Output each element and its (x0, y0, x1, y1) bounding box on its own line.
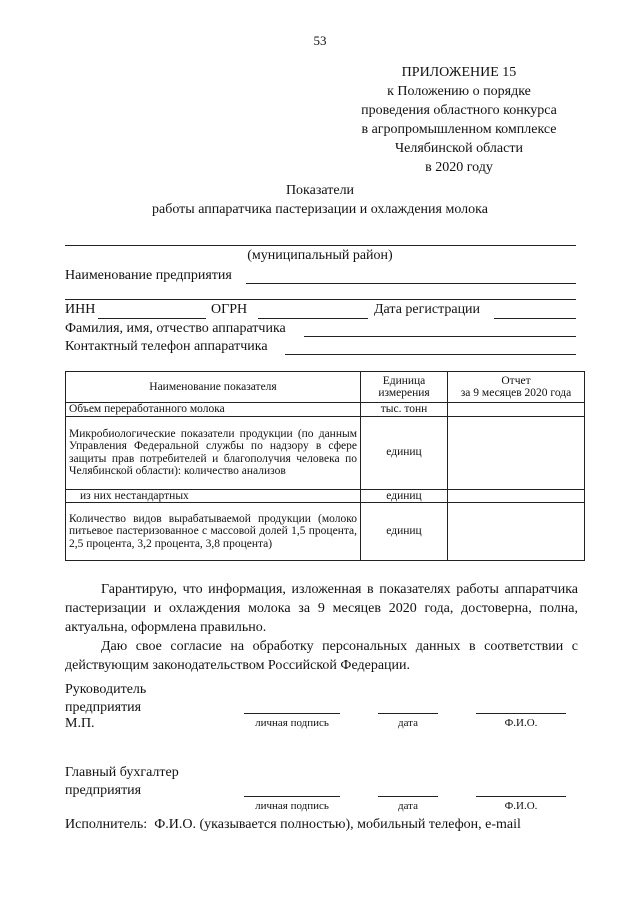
head-fio-field[interactable] (476, 713, 566, 714)
operator-phone-label: Контактный телефон аппаратчика (65, 339, 268, 354)
header-indicator-name: Наименование показателя (66, 372, 361, 403)
head-date-caption: дата (397, 717, 419, 729)
indicator-name: Микробиологические показатели продукции (по данным Управления Федеральной службы по надзору в сфере защиты прав потребителей и благополучия человека по Челябинской области): количество анализов (66, 416, 361, 489)
chief-fio-caption: Ф.И.О. (504, 800, 538, 812)
chief-signature-field[interactable] (244, 796, 340, 797)
header-unit-line1: Единица (382, 374, 426, 387)
table-row (66, 416, 585, 489)
appendix-line: проведения областного конкурса (361, 103, 557, 118)
appendix-header (336, 63, 582, 177)
head-label-line1: Руководитель (65, 682, 147, 697)
indicator-unit: тыс. тонн (361, 403, 448, 417)
guarantee-text: Гарантирую, что информация, изложенная в показателях работы аппаратчика пастеризации и охлаждения молока за 9 месяцев 2020 года, достоверна, полна, актуальна, оформлена правильно. (65, 582, 578, 635)
reg-date-label: Дата регистрации (374, 302, 481, 317)
document-subtitle: работы аппаратчика пастеризации и охлаждения молока (152, 202, 488, 217)
head-label-line2: предприятия (65, 700, 142, 715)
header-report-line2: за 9 месяцев 2020 года (460, 387, 572, 399)
head-fio-caption: Ф.И.О. (504, 717, 538, 729)
appendix-line: Челябинской области (395, 141, 523, 156)
table-row (66, 503, 585, 561)
inn-field[interactable] (98, 318, 206, 319)
chief-label-line2: предприятия (65, 783, 142, 798)
head-signature-caption: личная подпись (255, 717, 329, 729)
enterprise-field-line2[interactable] (65, 299, 576, 300)
appendix-line: в агропромышленном комплексе (361, 122, 557, 137)
enterprise-label: Наименование предприятия (65, 268, 232, 283)
executor-line: Исполнитель: Ф.И.О. (указывается полностью), мобильный телефон, e-mail (65, 817, 521, 832)
enterprise-field[interactable] (246, 283, 576, 284)
indicators-table (65, 371, 585, 561)
document-title: Показатели (285, 183, 355, 198)
indicator-unit: единиц (361, 416, 448, 489)
chief-date-field[interactable] (378, 796, 438, 797)
indicator-unit: единиц (361, 503, 448, 561)
head-signature-field[interactable] (244, 713, 340, 714)
appendix-line: в 2020 году (425, 160, 493, 175)
stamp-label: М.П. (65, 716, 95, 731)
chief-signature-caption: личная подпись (255, 800, 329, 812)
district-field-line[interactable] (65, 245, 576, 246)
operator-name-field[interactable] (304, 336, 576, 337)
report-value-cell[interactable] (448, 489, 585, 503)
header-report-line1: Отчет (501, 374, 531, 387)
header-report (448, 372, 585, 403)
reg-date-field[interactable] (494, 318, 576, 319)
header-unit (361, 372, 448, 403)
appendix-line: ПРИЛОЖЕНИЕ 15 (401, 65, 517, 80)
report-value-cell[interactable] (448, 503, 585, 561)
ogrn-label: ОГРН (211, 302, 248, 317)
chief-fio-field[interactable] (476, 796, 566, 797)
operator-phone-field[interactable] (285, 354, 576, 355)
consent-text: Даю свое согласие на обработку персональных данных в соответствии с действующим законодательством Российской Федерации. (65, 639, 578, 673)
indicator-name: Объем переработанного молока (66, 403, 361, 417)
table-header-row (66, 372, 585, 403)
head-date-field[interactable] (378, 713, 438, 714)
report-value-cell[interactable] (448, 416, 585, 489)
indicator-name: из них нестандартных (66, 489, 361, 503)
table-row (66, 489, 585, 503)
report-value-cell[interactable] (448, 403, 585, 417)
appendix-line: к Положению о порядке (387, 84, 531, 99)
guarantee-paragraph (65, 580, 578, 637)
indicator-name: Количество видов вырабатываемой продукции (молоко питьевое пастеризованное с массовой долей 1,5 процента, 2,5 процента, 3,2 процента, 3,8 процента) (66, 503, 361, 561)
district-caption: (муниципальный район) (247, 248, 393, 263)
consent-paragraph (65, 637, 578, 675)
inn-label: ИНН (65, 302, 96, 317)
operator-name-label: Фамилия, имя, отчество аппаратчика (65, 321, 286, 336)
page-number: 53 (313, 33, 327, 48)
chief-label-line1: Главный бухгалтер (65, 765, 179, 780)
ogrn-field[interactable] (258, 318, 368, 319)
header-unit-line2: измерения (378, 387, 430, 399)
chief-date-caption: дата (397, 800, 419, 812)
table-row (66, 403, 585, 417)
indicator-unit: единиц (361, 489, 448, 503)
